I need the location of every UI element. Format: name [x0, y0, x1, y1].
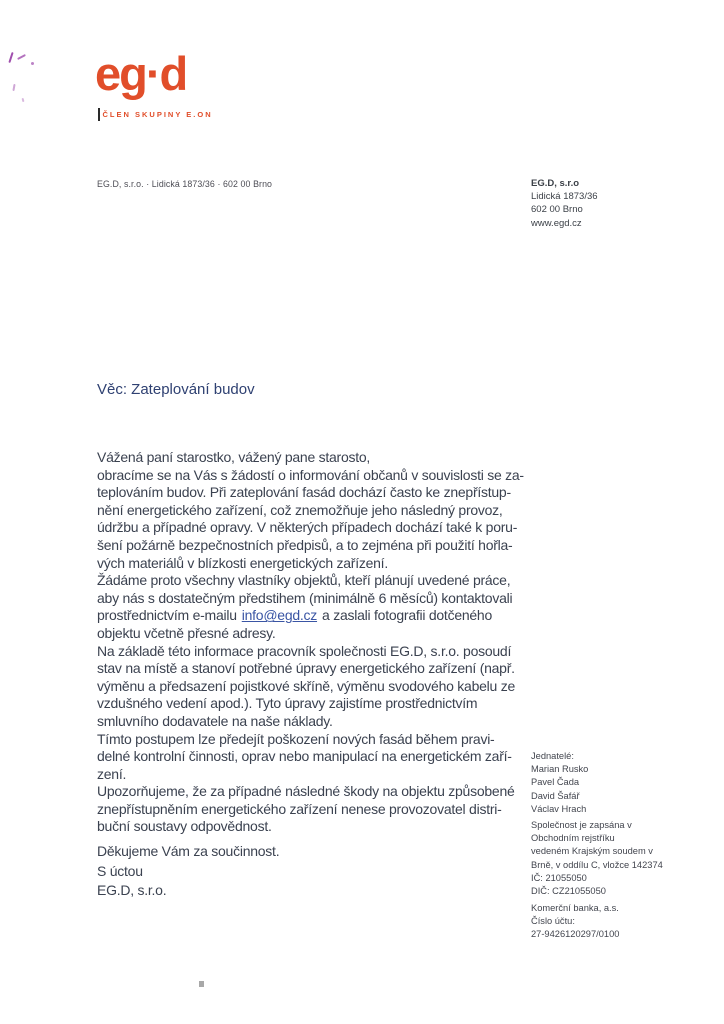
pen-scribble-mark	[17, 54, 26, 60]
managers-title: Jednatelé:	[531, 751, 574, 761]
bank-line: Číslo účtu:	[531, 916, 575, 927]
company-address-block	[531, 177, 598, 230]
body-line: vzdušného vedení apod.). Tyto úpravy zajistíme prostřednictvím	[97, 695, 478, 712]
body-line: šení požárně bezpečnostních předpisů, a to zejména při použití hořla-	[97, 536, 513, 553]
managers-names	[531, 763, 588, 816]
pen-scribble-mark	[31, 62, 34, 65]
letter-body	[97, 449, 524, 836]
registration-line: vedeném Krajským soudem v	[531, 846, 653, 857]
body-line: Tímto postupem lze předejít poškození nových fasád během pravi-	[97, 730, 495, 747]
registration-line: IČ: 21055050	[531, 872, 587, 883]
bank-line: 27-9426120297/0100	[531, 929, 620, 940]
body-line: výměnu a předsazení pojistkové skříně, výměnu svodového kabelu ze	[97, 677, 515, 694]
registration-line: Obchodním rejstříku	[531, 833, 615, 844]
pen-scribble-mark	[12, 84, 15, 91]
email-link[interactable]: info@egd.cz	[241, 607, 318, 624]
body-line: buční soustavy odpovědnost.	[97, 818, 272, 835]
registration-line: Brně, v oddílu C, vložce 142374	[531, 859, 663, 870]
body-line: delné kontrolní činnosti, oprav nebo manipulací na energetickém zaří-	[97, 748, 512, 765]
address-line: Lidická 1873/36	[531, 191, 598, 203]
body-line-with-email	[97, 607, 524, 625]
logo-tagline-lockup	[98, 108, 213, 121]
manager-name: Marian Rusko	[531, 764, 589, 775]
body-line: znepřístupněním energetického zařízení nenese provozovatel distri-	[97, 800, 502, 817]
company-name: EG.D, s.r.o	[531, 178, 580, 189]
closing-line: S úctou	[97, 862, 143, 879]
body-line: vých materiálů v blízkosti energetických zařízení.	[97, 554, 388, 571]
manager-name: Václav Hrach	[531, 803, 587, 814]
body-line: Vážená paní starostko, vážený pane starosto,	[97, 449, 371, 465]
body-line: Na základě této informace pracovník společnosti EG.D, s.r.o. posoudí	[97, 642, 512, 659]
body-line: aby nás s dostatečným předstihem (minimálně 6 měsíců) kontaktovali	[97, 589, 513, 606]
email-line-suffix: a zaslali fotografii dotčeného	[322, 607, 492, 624]
scan-speck	[199, 981, 204, 987]
body-line: zení.	[97, 765, 127, 782]
body-line: Žádáme proto všechny vlastníky objektů, kteří plánují uvedené práce,	[97, 572, 511, 589]
body-paragraphs-2	[97, 625, 524, 836]
sender-line: EG.D, s.r.o. · Lidická 1873/36 · 602 00 Brno	[97, 179, 273, 189]
body-line: stav na místě a stanoví potřebné úpravy energetického zařízení (např.	[97, 660, 515, 677]
body-paragraphs-1	[97, 449, 524, 607]
email-line-prefix: prostřednictvím e-mailu	[97, 607, 237, 624]
body-line: obracíme se na Vás s žádostí o informování občanů v souvislosti se za-	[97, 466, 524, 483]
logo-tagline: ČLEN SKUPINY E.ON	[102, 110, 213, 119]
manager-name: Pavel Čada	[531, 777, 580, 788]
bank-line: Komerční banka, a.s.	[531, 903, 619, 913]
closing-signature	[97, 842, 279, 901]
closing-line: EG.D, s.r.o.	[97, 882, 167, 898]
subject-line: Věc: Zateplování budov	[97, 381, 255, 398]
bank-block	[531, 902, 619, 942]
closing-line: Děkujeme Vám za součinnost.	[97, 843, 280, 859]
body-line: nění energetického zařízení, což znemožňuje jeho následný provoz,	[97, 501, 503, 518]
pen-scribble-mark	[22, 98, 25, 102]
pen-scribble-mark	[8, 52, 13, 63]
address-line: www.egd.cz	[531, 217, 582, 229]
managers-block	[531, 750, 588, 816]
body-line: údržbu a případné opravy. V některých případech dochází také k poru-	[97, 519, 518, 536]
manager-name: David Šafář	[531, 790, 580, 801]
body-line: smluvního dodavatele na naše náklady.	[97, 712, 333, 729]
logo-tagline-bar	[98, 108, 100, 121]
body-line: objektu včetně přesné adresy.	[97, 624, 276, 641]
company-address-lines	[531, 190, 598, 230]
egd-logo: eg·d	[95, 47, 187, 100]
body-line: teplováním budov. Při zateplování fasád dochází často ke znepřístup-	[97, 484, 511, 501]
registration-line: Společnost je zapsána v	[531, 820, 632, 830]
body-line: Upozorňujeme, že za případné následné škody na objektu způsobené	[97, 783, 515, 800]
registration-line: DIČ: CZ21055050	[531, 886, 606, 897]
address-line: 602 00 Brno	[531, 204, 583, 216]
registration-block	[531, 819, 663, 898]
